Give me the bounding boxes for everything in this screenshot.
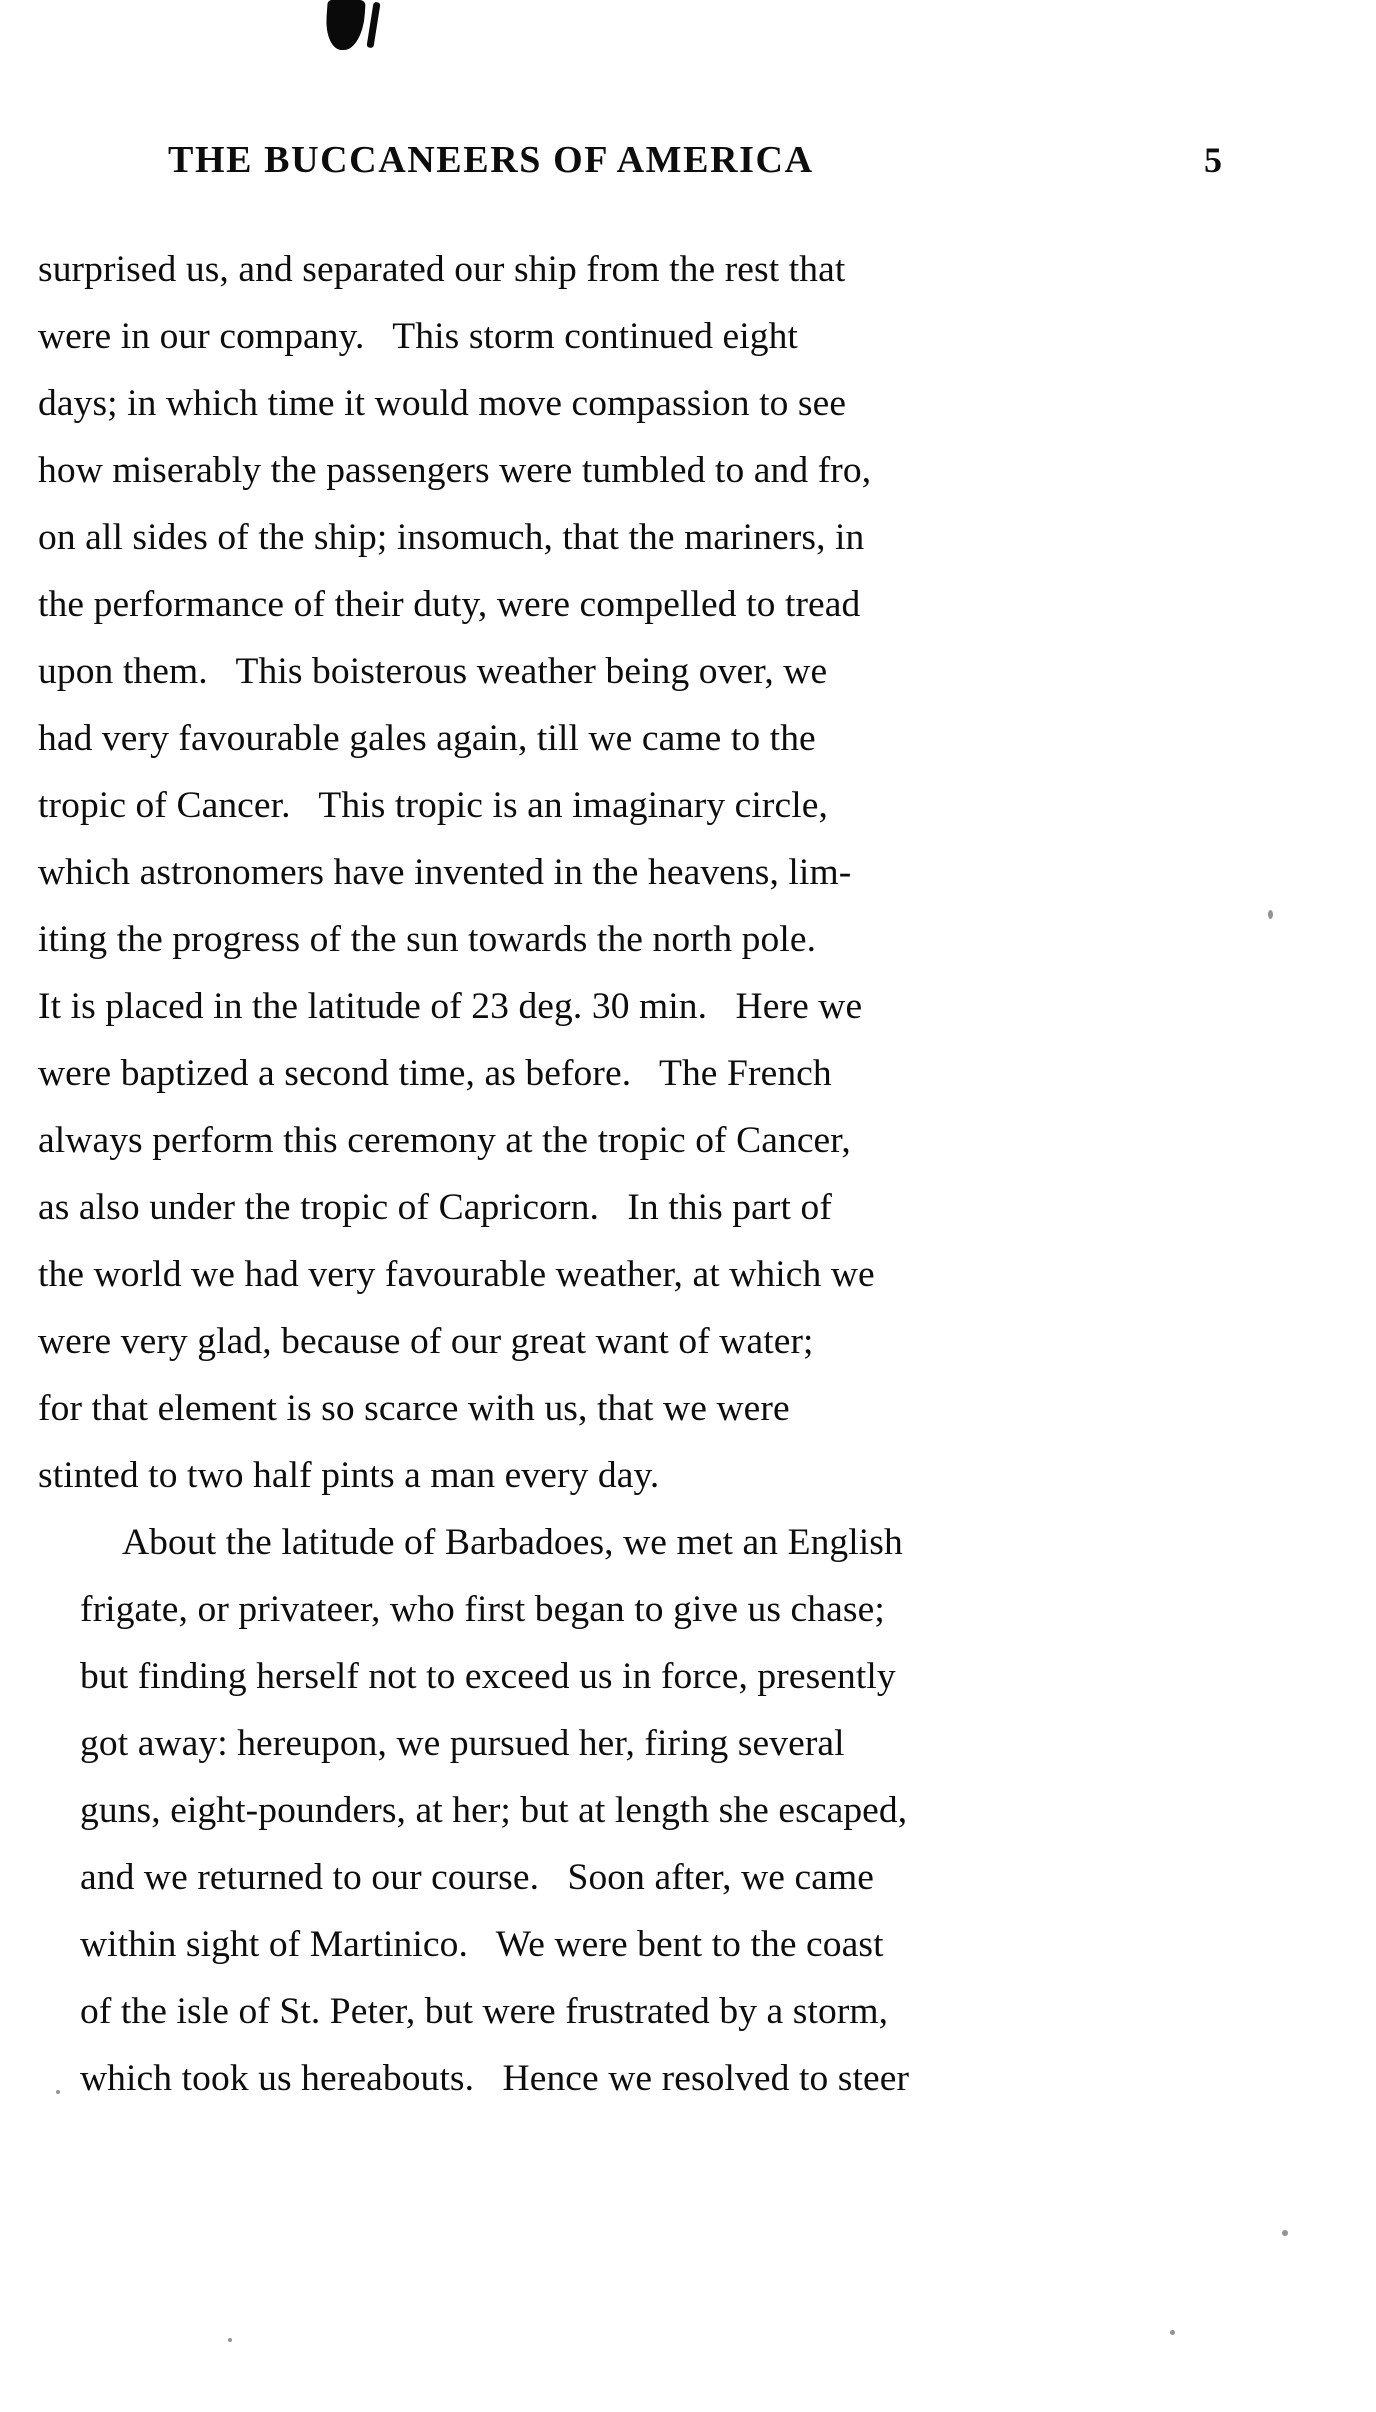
text-line xyxy=(38,1509,1238,1576)
line-text: within sight of Martinico. We were bent to the coast xyxy=(80,1924,884,1965)
line-text: as also under the tropic of Capricorn. In this part of xyxy=(38,1187,832,1228)
scan-speck xyxy=(1268,910,1273,919)
line-text: on all sides of the ship; insomuch, that the mariners, in xyxy=(38,517,865,558)
text-line xyxy=(38,1375,1238,1442)
line-text: which astronomers have invented in the heavens, lim- xyxy=(38,852,852,893)
line-text: It is placed in the latitude of 23 deg. 30 min. Here we xyxy=(38,986,863,1027)
line-text: were baptized a second time, as before. The French xyxy=(38,1053,832,1094)
text-line xyxy=(38,906,1238,973)
text-line xyxy=(38,973,1238,1040)
scan-speck xyxy=(56,2090,60,2094)
line-text: About the latitude of Barbadoes, we met an English xyxy=(122,1522,903,1563)
line-text: for that element is so scarce with us, that we were xyxy=(38,1388,790,1429)
line-text: the performance of their duty, were compelled to tread xyxy=(38,584,861,625)
line-text: were in our company. This storm continued eight xyxy=(38,316,798,357)
line-text: surprised us, and separated our ship from the rest that xyxy=(38,249,846,290)
line-text: got away: hereupon, we pursued her, firing several xyxy=(80,1723,845,1764)
line-text: but finding herself not to exceed us in force, presently xyxy=(80,1656,896,1697)
line-text: always perform this ceremony at the tropic of Cancer, xyxy=(38,1120,851,1161)
running-head xyxy=(168,138,1228,182)
text-line xyxy=(38,1710,1238,1777)
text-line xyxy=(38,2045,1238,2112)
text-line xyxy=(38,437,1238,504)
line-text: of the isle of St. Peter, but were frustrated by a storm, xyxy=(80,1991,889,2032)
scan-speck xyxy=(1282,2230,1288,2236)
line-text: the world we had very favourable weather, at which we xyxy=(38,1254,875,1295)
text-line xyxy=(38,1978,1238,2045)
running-head-title: THE BUCCANEERS OF AMERICA xyxy=(168,139,814,181)
line-text: upon them. This boisterous weather being over, we xyxy=(38,651,828,692)
text-line xyxy=(38,638,1238,705)
text-line xyxy=(38,1576,1238,1643)
body-text xyxy=(38,236,1238,2112)
line-text: days; in which time it would move compassion to see xyxy=(38,383,847,424)
scan-speck xyxy=(228,2338,232,2342)
line-text: were very glad, because of our great want of water; xyxy=(38,1321,814,1362)
text-line xyxy=(38,705,1238,772)
text-line xyxy=(38,370,1238,437)
text-line xyxy=(38,1911,1238,1978)
text-line xyxy=(38,1777,1238,1844)
text-line xyxy=(38,772,1238,839)
line-text: frigate, or privateer, who first began to give us chase; xyxy=(80,1589,885,1630)
line-text: had very favourable gales again, till we came to the xyxy=(38,718,816,759)
line-text: how miserably the passengers were tumbled to and fro, xyxy=(38,450,872,491)
line-text: tropic of Cancer. This tropic is an imaginary circle, xyxy=(38,785,828,826)
text-line xyxy=(38,839,1238,906)
text-line xyxy=(38,1241,1238,1308)
paragraph-1 xyxy=(38,236,1238,1509)
text-line: stinted to two half pints a man every day. xyxy=(38,1455,660,1496)
text-line xyxy=(38,1643,1238,1710)
ink-stroke-shape xyxy=(366,2,380,49)
text-line xyxy=(38,1040,1238,1107)
text-line xyxy=(38,303,1238,370)
text-line xyxy=(38,1174,1238,1241)
page-number: 5 xyxy=(1204,140,1222,180)
text-line xyxy=(38,571,1238,638)
text-line xyxy=(38,1107,1238,1174)
line-text: which took us hereabouts. Hence we resolved to steer xyxy=(80,2058,910,2099)
paragraph-2 xyxy=(38,1509,1238,2112)
text-line xyxy=(38,236,1238,303)
text-line xyxy=(38,504,1238,571)
text-line xyxy=(38,1308,1238,1375)
ink-blot-shape xyxy=(324,0,365,50)
ink-blot-mark xyxy=(322,0,402,62)
line-text: and we returned to our course. Soon after, we came xyxy=(80,1857,875,1898)
text-line xyxy=(38,1844,1238,1911)
line-text: guns, eight-pounders, at her; but at length she escaped, xyxy=(80,1790,908,1831)
scan-speck xyxy=(1170,2330,1175,2335)
line-text: iting the progress of the sun towards the north pole. xyxy=(38,919,817,960)
